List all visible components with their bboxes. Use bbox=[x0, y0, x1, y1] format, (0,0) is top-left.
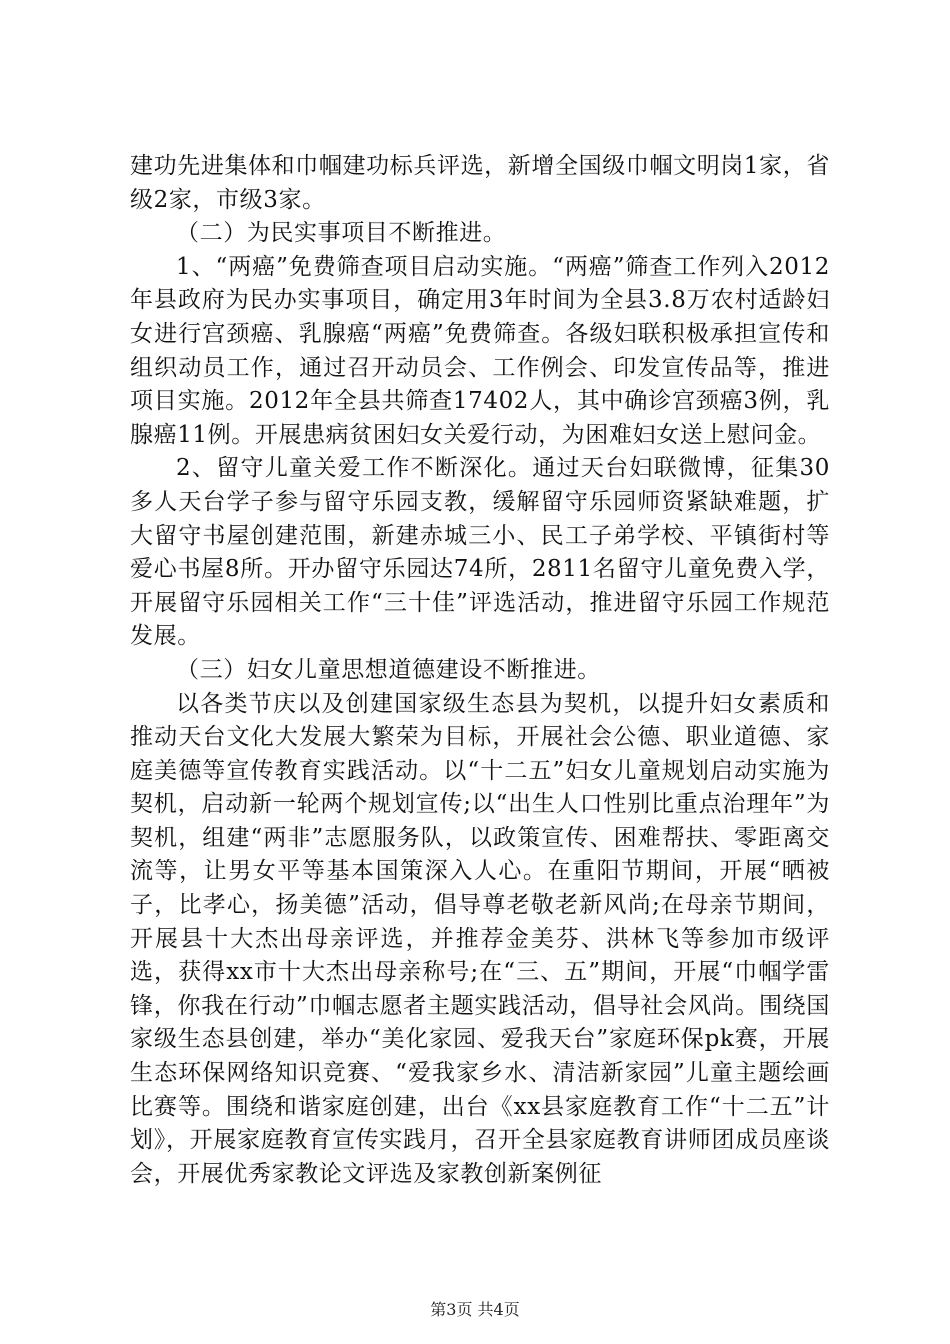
section-heading-2: （二）为民实事项目不断推进。 bbox=[176, 220, 507, 247]
paragraph-left-behind-children: 2、留守儿童关爱工作不断深化。通过天台妇联微博，征集30多人天台学子参与留守乐园支教，缓解留守乐园师资紧缺难题，扩大留守书屋创建范围，新建赤城三小、民工子弟学校、平镇街村等爱心书屋8所。开办留守乐园达74所，2811名留守儿童免费入学，开展留守乐园相关工作“三十佳”评选活动，推进留守乐园工作规范发展。 bbox=[130, 455, 830, 650]
page-footer: 第3页 共4页 bbox=[430, 1300, 520, 1319]
document-body bbox=[130, 150, 830, 1191]
paragraph-moral-construction: 以各类节庆以及创建国家级生态县为契机，以提升妇女素质和推动天台文化大发展大繁荣为目标，开展社会公德、职业道德、家庭美德等宣传教育实践活动。以“十二五”妇女儿童规划启动实施为契机，启动新一轮两个规划宣传;以“出生人口性别比重点治理年”为契机，组建“两非”志愿服务队，以政策宣传、困难帮扶、零距离交流等，让男女平等基本国策深入人心。在重阳节期间，开展“晒被子，比孝心，扬美德”活动，倡导尊老敬老新风尚;在母亲节期间，开展县十大杰出母亲评选，并推荐金美芬、洪林飞等参加市级评选，获得xx市十大杰出母亲称号;在“三、五”期间，开展“巾帼学雷锋，你我在行动”巾帼志愿者主题实践活动，倡导社会风尚。围绕国家级生态县创建，举办“美化家园、爱我天台”家庭环保pk赛，开展生态环保网络知识竞赛、“爱我家乡水、清洁新家园”儿童主题绘画比赛等。围绕和谐家庭创建，出台《xx县家庭教育工作“十二五”计划》，开展家庭教育宣传实践月，召开全县家庭教育讲师团成员座谈会，开展优秀家教论文评选及家教创新案例征 bbox=[130, 690, 830, 1187]
paragraph-cancer-screening: 1、“两癌”免费筛查项目启动实施。“两癌”筛查工作列入2012年县政府为民办实事项目，确定用3年时间为全县3.8万农村适龄妇女进行宫颈癌、乳腺癌“两癌”免费筛查。各级妇联积极承担宣传和组织动员工作，通过召开动员会、工作例会、印发宣传品等，推进项目实施。2012年全县共筛查17402人，其中确诊宫颈癌3例，乳腺癌11例。开展患病贫困妇女关爱行动，为困难妇女送上慰问金。 bbox=[130, 253, 830, 448]
paragraph-continuation: 建功先进集体和巾帼建功标兵评选，新增全国级巾帼文明岗1家，省级2家，市级3家。 bbox=[130, 153, 830, 213]
section-heading-3: （三）妇女儿童思想道德建设不断推进。 bbox=[176, 656, 601, 683]
